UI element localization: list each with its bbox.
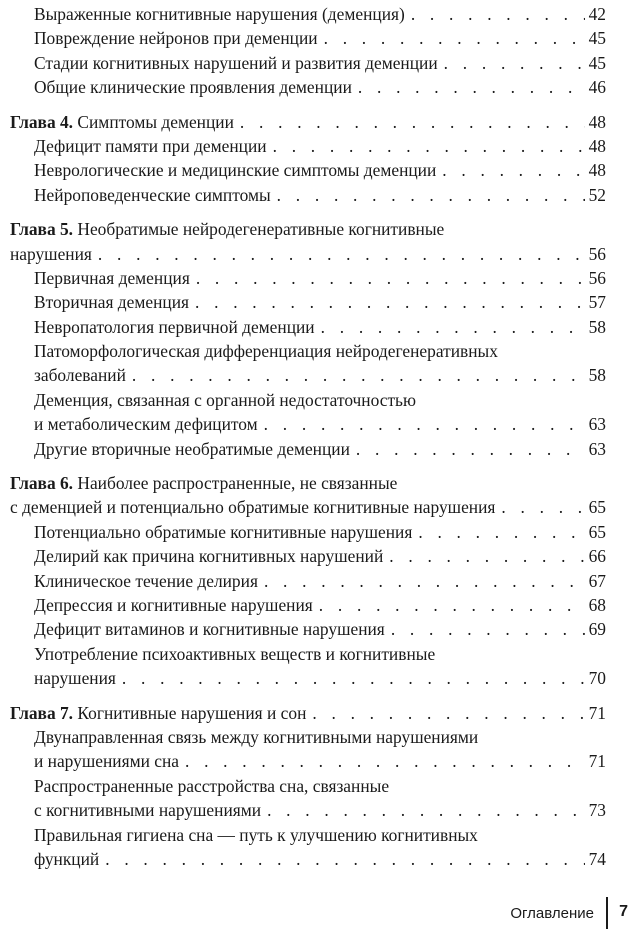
toc-entry (10, 134, 606, 158)
toc-entry (10, 75, 606, 99)
chapter-label: Глава 6. (10, 473, 74, 494)
toc-page-number: 48 (585, 158, 606, 182)
toc-entry (10, 847, 606, 871)
leader-dots (391, 617, 585, 641)
table-of-contents (10, 2, 606, 871)
leader-dots (321, 315, 585, 339)
leader-dots (277, 183, 585, 207)
toc-entry-title: Двунаправленная связь между когнитивными нарушениями (34, 726, 479, 747)
toc-entry (10, 26, 606, 50)
toc-page-number: 70 (585, 666, 606, 690)
toc-entry-title: Нейроповеденческие симптомы (34, 184, 271, 205)
toc-entry-title: Депрессия и когнитивные нарушения (34, 594, 313, 615)
toc-entry-line (10, 388, 606, 412)
toc-entry (10, 290, 606, 314)
toc-page-number: 65 (585, 520, 606, 544)
toc-page-number: 45 (585, 51, 606, 75)
leader-dots (444, 51, 585, 75)
chapter-heading-line (10, 471, 606, 495)
toc-page-number: 74 (585, 847, 606, 871)
toc-entry-line (10, 339, 606, 363)
toc-entry-title: с деменцией и потенциально обратимые когнитивные нарушения (10, 497, 496, 518)
toc-page-number: 58 (585, 315, 606, 339)
toc-entry (10, 617, 606, 641)
toc-entry-title: Вторичная деменция (34, 292, 189, 313)
toc-entry (10, 749, 606, 773)
leader-dots (264, 569, 585, 593)
chapter-entry (10, 110, 606, 134)
chapter-label: Глава 7. (10, 702, 74, 723)
toc-entry-title: Потенциально обратимые когнитивные нарушения (34, 521, 413, 542)
toc-entry-title: Наиболее распространенные, не связанные (77, 473, 398, 494)
toc-page-number: 71 (585, 749, 606, 773)
toc-entry (10, 51, 606, 75)
leader-dots (105, 847, 584, 871)
toc-page-number: 48 (585, 110, 606, 134)
toc-page-number: 42 (585, 2, 606, 26)
chapter-entry (10, 495, 606, 519)
toc-entry (10, 363, 606, 387)
toc-entry-title: Когнитивные нарушения и сон (77, 702, 307, 723)
leader-dots (273, 134, 585, 158)
toc-entry-title: Другие вторичные необратимые деменции (34, 438, 350, 459)
toc-entry-line (10, 823, 606, 847)
toc-entry-title: Дефицит витаминов и когнитивные нарушения (34, 619, 385, 640)
toc-entry (10, 266, 606, 290)
toc-entry-line (10, 642, 606, 666)
page-footer (336, 891, 636, 931)
toc-entry-title: функций (34, 848, 100, 869)
page-number: 7 (619, 903, 628, 920)
toc-entry-title: Неврологические и медицинские симптомы деменции (34, 160, 437, 181)
leader-dots (195, 290, 585, 314)
toc-page-number: 68 (585, 593, 606, 617)
toc-page-number: 46 (585, 75, 606, 99)
toc-entry-title: Правильная гигиена сна — путь к улучшению когнитивных (34, 824, 478, 845)
running-footer-title: Оглавление (510, 905, 594, 922)
toc-entry-title: Стадии когнитивных нарушений и развития деменции (34, 52, 438, 73)
toc-entry (10, 315, 606, 339)
leader-dots (185, 749, 585, 773)
leader-dots (356, 437, 585, 461)
chapter-heading-line (10, 217, 606, 241)
toc-entry-title: Клиническое течение делирия (34, 570, 258, 591)
toc-page-number: 57 (585, 290, 606, 314)
chapter-entry (10, 701, 606, 725)
leader-dots (264, 412, 585, 436)
toc-page-number: 73 (585, 798, 606, 822)
toc-entry-title: Распространенные расстройства сна, связанные (34, 775, 390, 796)
toc-page-number: 69 (585, 617, 606, 641)
toc-page-number: 67 (585, 569, 606, 593)
leader-dots (196, 266, 585, 290)
footer-divider (606, 897, 608, 929)
leader-dots (122, 666, 585, 690)
chapter-entry (10, 242, 606, 266)
leader-dots (389, 544, 584, 568)
toc-entry (10, 158, 606, 182)
toc-entry-title: Выраженные когнитивные нарушения (деменция) (34, 4, 405, 24)
leader-dots (501, 495, 584, 519)
toc-entry-title: Невропатология первичной деменции (34, 316, 315, 337)
leader-dots (240, 110, 585, 134)
toc-entry (10, 544, 606, 568)
toc-page-number: 63 (585, 437, 606, 461)
toc-page-number: 52 (585, 183, 606, 207)
toc-entry-title: с когнитивными нарушениями (34, 800, 262, 821)
toc-entry-title: Употребление психоактивных веществ и когнитивные (34, 643, 436, 664)
leader-dots (324, 26, 585, 50)
toc-entry-title: Общие клинические проявления деменции (34, 77, 352, 98)
toc-entry-title: заболеваний (34, 365, 126, 386)
toc-entry-title: Делирий как причина когнитивных нарушений (34, 546, 384, 567)
toc-page-number: 45 (585, 26, 606, 50)
toc-entry (10, 2, 606, 26)
leader-dots (312, 701, 584, 725)
leader-dots (358, 75, 585, 99)
toc-page-number: 48 (585, 134, 606, 158)
toc-entry-line (10, 774, 606, 798)
leader-dots (418, 520, 584, 544)
leader-dots (98, 242, 585, 266)
leader-dots (411, 2, 585, 26)
toc-entry-title: нарушения (10, 243, 92, 264)
toc-entry-title: Первичная деменция (34, 267, 190, 288)
toc-entry-line (10, 725, 606, 749)
toc-entry-title: Патоморфологическая дифференциация нейродегенеративных (34, 341, 498, 362)
toc-entry (10, 798, 606, 822)
toc-page-number: 56 (585, 242, 606, 266)
leader-dots (442, 158, 584, 182)
toc-page-number: 56 (585, 266, 606, 290)
toc-entry-title: Дефицит памяти при деменции (34, 135, 267, 156)
toc-entry (10, 666, 606, 690)
chapter-label: Глава 5. (10, 219, 74, 240)
toc-page-number: 66 (585, 544, 606, 568)
toc-entry-title: Деменция, связанная с органной недостаточностью (34, 389, 416, 410)
leader-dots (132, 363, 585, 387)
toc-entry (10, 437, 606, 461)
toc-page-number: 58 (585, 363, 606, 387)
toc-page-number: 71 (585, 701, 606, 725)
toc-entry-title: нарушения (34, 668, 116, 689)
toc-entry (10, 520, 606, 544)
toc-entry (10, 569, 606, 593)
toc-page-number: 65 (585, 495, 606, 519)
toc-page-number: 63 (585, 412, 606, 436)
toc-entry (10, 593, 606, 617)
leader-dots (267, 798, 585, 822)
toc-entry-title: Необратимые нейродегенеративные когнитивные (77, 219, 445, 240)
toc-entry-title: Симптомы деменции (77, 111, 234, 132)
chapter-label: Глава 4. (10, 111, 74, 132)
toc-entry-title: и метаболическим дефицитом (34, 414, 258, 435)
toc-entry-title: Повреждение нейронов при деменции (34, 28, 318, 49)
toc-entry (10, 183, 606, 207)
toc-entry (10, 412, 606, 436)
leader-dots (319, 593, 585, 617)
toc-entry-title: и нарушениями сна (34, 751, 179, 772)
